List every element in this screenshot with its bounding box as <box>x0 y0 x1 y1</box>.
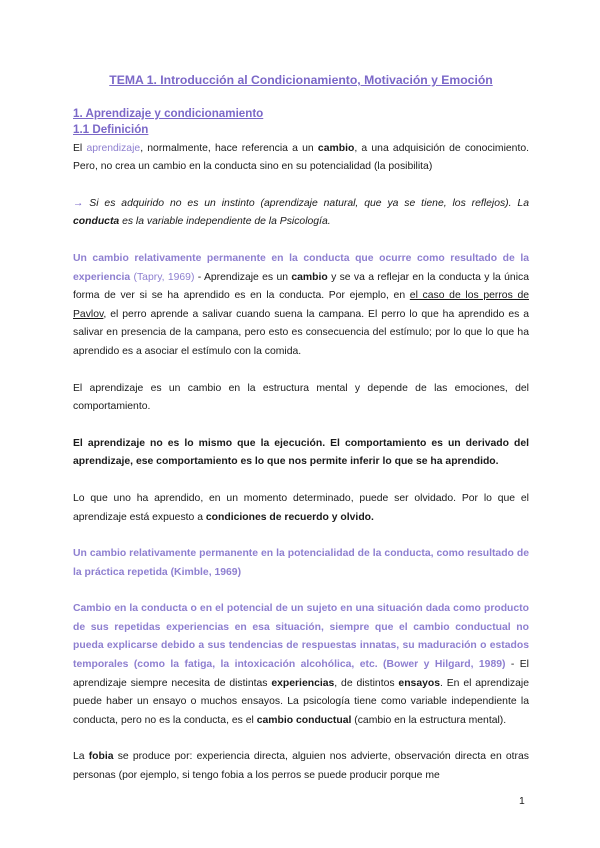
paragraph-kimble: Un cambio relativamente permanente en la potencialidad de la conducta, como resultado de la práctica repetida (Kimble, 1969) <box>73 548 529 578</box>
paragraph-bower: Cambio en la conducta o en el potencial de un sujeto en una situación dada como producto de sus repetidas experiencias en esa situación, siempre que el cambio conductual no pueda explicarse debido a sus tendencias de respuestas innatas, su maduración o estados temporales (como la fatiga, la intoxicación alcohólica, etc. (Bower y Hilgard, 1989) - El aprendizaje siempre necesita de distintas experiencias, de distintos ensayos. En el aprendizaje puede haber un ensayo o muchos ensayos. La psicología tiene como variable independiente la conducta, pero no es la conducta, es el cambio conductual (cambio en la estructura mental). <box>73 603 529 726</box>
subsection-heading: 1.1 Definición <box>73 122 149 136</box>
pavlov-link: el caso de los perros de Pavlov <box>73 290 530 320</box>
paragraph-execution: El aprendizaje no es lo mismo que la ejecución. El comportamiento es un derivado del aprendizaje, ese comportamiento es lo que nos permite inferir lo que se ha aprendido. <box>73 437 529 468</box>
paragraph-phobia: La fobia se produce por: experiencia directa, alguien nos advierte, observación directa en otras personas (por ejemplo, si tengo fobia a los perros se puede producir porque me <box>73 751 529 782</box>
document-title: TEMA 1. Introducción al Condicionamiento, Motivación y Emoción <box>109 73 493 87</box>
page-number: 1 <box>519 796 525 807</box>
paragraph-forgetting: Lo que uno ha aprendido, en un momento determinado, puede ser olvidado. Por lo que el aprendizaje está expuesto a condiciones de recuerdo y olvido. <box>73 492 529 523</box>
paragraph-tapry: Un cambio relativamente permanente en la conducta que ocurre como resultado de la experiencia (Tapry, 1969) - Aprendizaje es un cambio y se va a reflejar en la conducta y la única forma de ver si se ha aprendido es en la conducta. Por ejemplo, en el caso de los perros de Pavlov, el perro aprende a salivar cuando suena la campana. El perro lo que ha aprendido es a salivar en presencia de la campana, pero esto es consecuencia del estímulo; por lo que lo que ha aprendido es a asociar el estímulo con la comida. <box>73 252 530 357</box>
section-heading: 1. Aprendizaje y condicionamiento <box>73 106 264 120</box>
arrow-icon: → <box>73 197 84 209</box>
paragraph-definition: El aprendizaje, normalmente, hace referencia a un cambio, a una adquisición de conocimiento. Pero, no crea un cambio en la conducta sino en su potencialidad (la posibilita) <box>73 142 529 173</box>
paragraph-note: → Si es adquirido no es un instinto (aprendizaje natural, que ya se tiene, los reflejos). La conducta es la variable independiente de la Psicología. <box>73 197 529 228</box>
page-content <box>73 71 529 786</box>
paragraph-structure: El aprendizaje es un cambio en la estructura mental y depende de las emociones, del comportamiento. <box>73 382 529 413</box>
